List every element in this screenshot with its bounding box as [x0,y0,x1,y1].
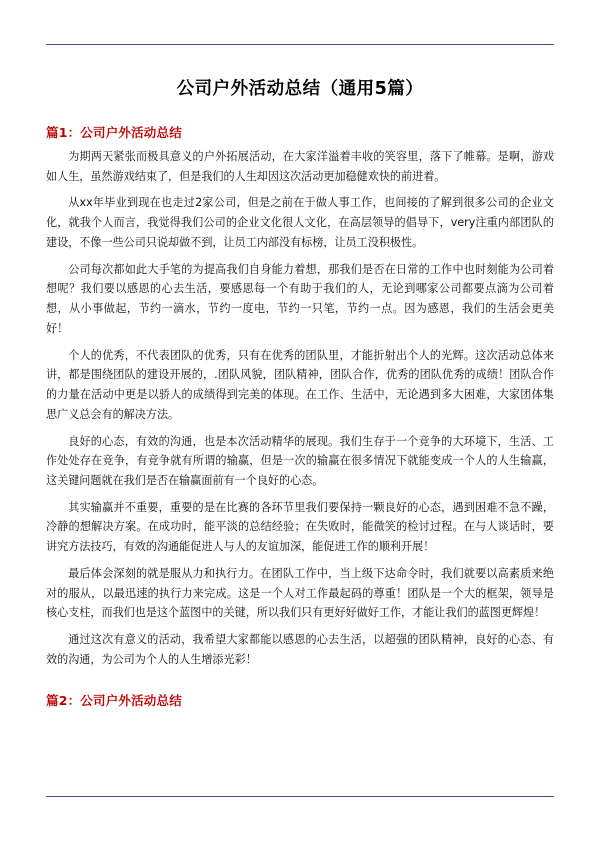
page-title: 公司户外活动总结（通用5篇） [176,79,424,99]
page-bottom-divider [46,796,554,797]
paragraph: 为期两天紧张而极具意义的户外拓展活动，在大家洋溢着丰收的笑容里，落下了帷幕。是啊，游戏如人生，虽然游戏结束了，但是我们的人生却因这次活动更加稳健欢快的前进着。 [46,150,554,183]
paragraph: 良好的心态，有效的沟通，也是本次活动精华的展现。我们生存于一个竞争的大环境下，生活、工作处处存在竞争，有竞争就有所谓的输赢，但是一次的输赢在很多情况下就能变成一个人的人生输赢，这关键问题就在我们是否在输赢面前有一个良好的心态。 [46,434,554,488]
paragraph: 最后体会深刻的就是服从力和执行力。在团队工作中，当上级下达命令时，我们就要以高素质来绝对的服从，以最迅速的执行力来完成。这是一个人对工作最起码的尊重！团队是一个大的框架，领导是核心支柱，而我们也是这个蓝图中的关键，所以我们只有更好好做好工作，才能让我们的蓝图更辉煌！ [46,566,554,620]
paragraph: 公司每次都如此大手笔的为提高我们自身能力着想，那我们是否在日常的工作中也时刻能为公司着想呢？我们要以感恩的心去生活，要感恩每一个有助于我们的人，无论到哪家公司都要点滴为公司着想，从小事做起，节约一滴水，节约一度电，节约一只笔，节约一点。因为感恩，我们的生活会更美好！ [46,262,554,335]
paragraph: 从xx年毕业到现在也走过2家公司，但是之前在于做人事工作，也间接的了解到很多公司的企业文化，就我个人而言，我觉得我们公司的企业文化很人文化，在高层领导的倡导下，very注重内部团队的建设，不像一些公司只说却做不到，让员工内部没有标榜，让员工没积极性。 [46,196,554,249]
section-heading-1: 篇1：公司户外活动总结 [46,125,182,140]
paragraph: 个人的优秀，不代表团队的优秀，只有在优秀的团队里，才能折射出个人的光辉。这次活动总体来讲，都是围绕团队的建设开展的，.团队风貌，团队精神，团队合作，优秀的团队优秀的成绩！团队合作的力量在活动中更是以骄人的成绩得到完美的体现。在工作、生活中，无论遇到多大困难，大家团体集思广义总会有的解决方法。 [46,348,554,421]
page-top-divider [46,44,554,45]
paragraph: 其实输赢并不重要，重要的是在比赛的各环节里我们要保持一颗良好的心态，遇到困难不急不躁，冷静的想解决方案。在成功时，能平淡的总结经验；在失败时，能微笑的检讨过程。在与人谈话时，要讲究方法技巧，有效的沟通能促进人与人的友谊加深，能促进工作的顺利开展！ [46,500,554,554]
paragraph: 通过这次有意义的活动，我希望大家都能以感恩的心去生活，以超强的团队精神，良好的心态、有效的沟通，为公司为个人的人生增添光彩！ [46,633,554,666]
document-body [46,100,554,709]
section-heading-2: 篇2：公司户外活动总结 [46,692,182,708]
